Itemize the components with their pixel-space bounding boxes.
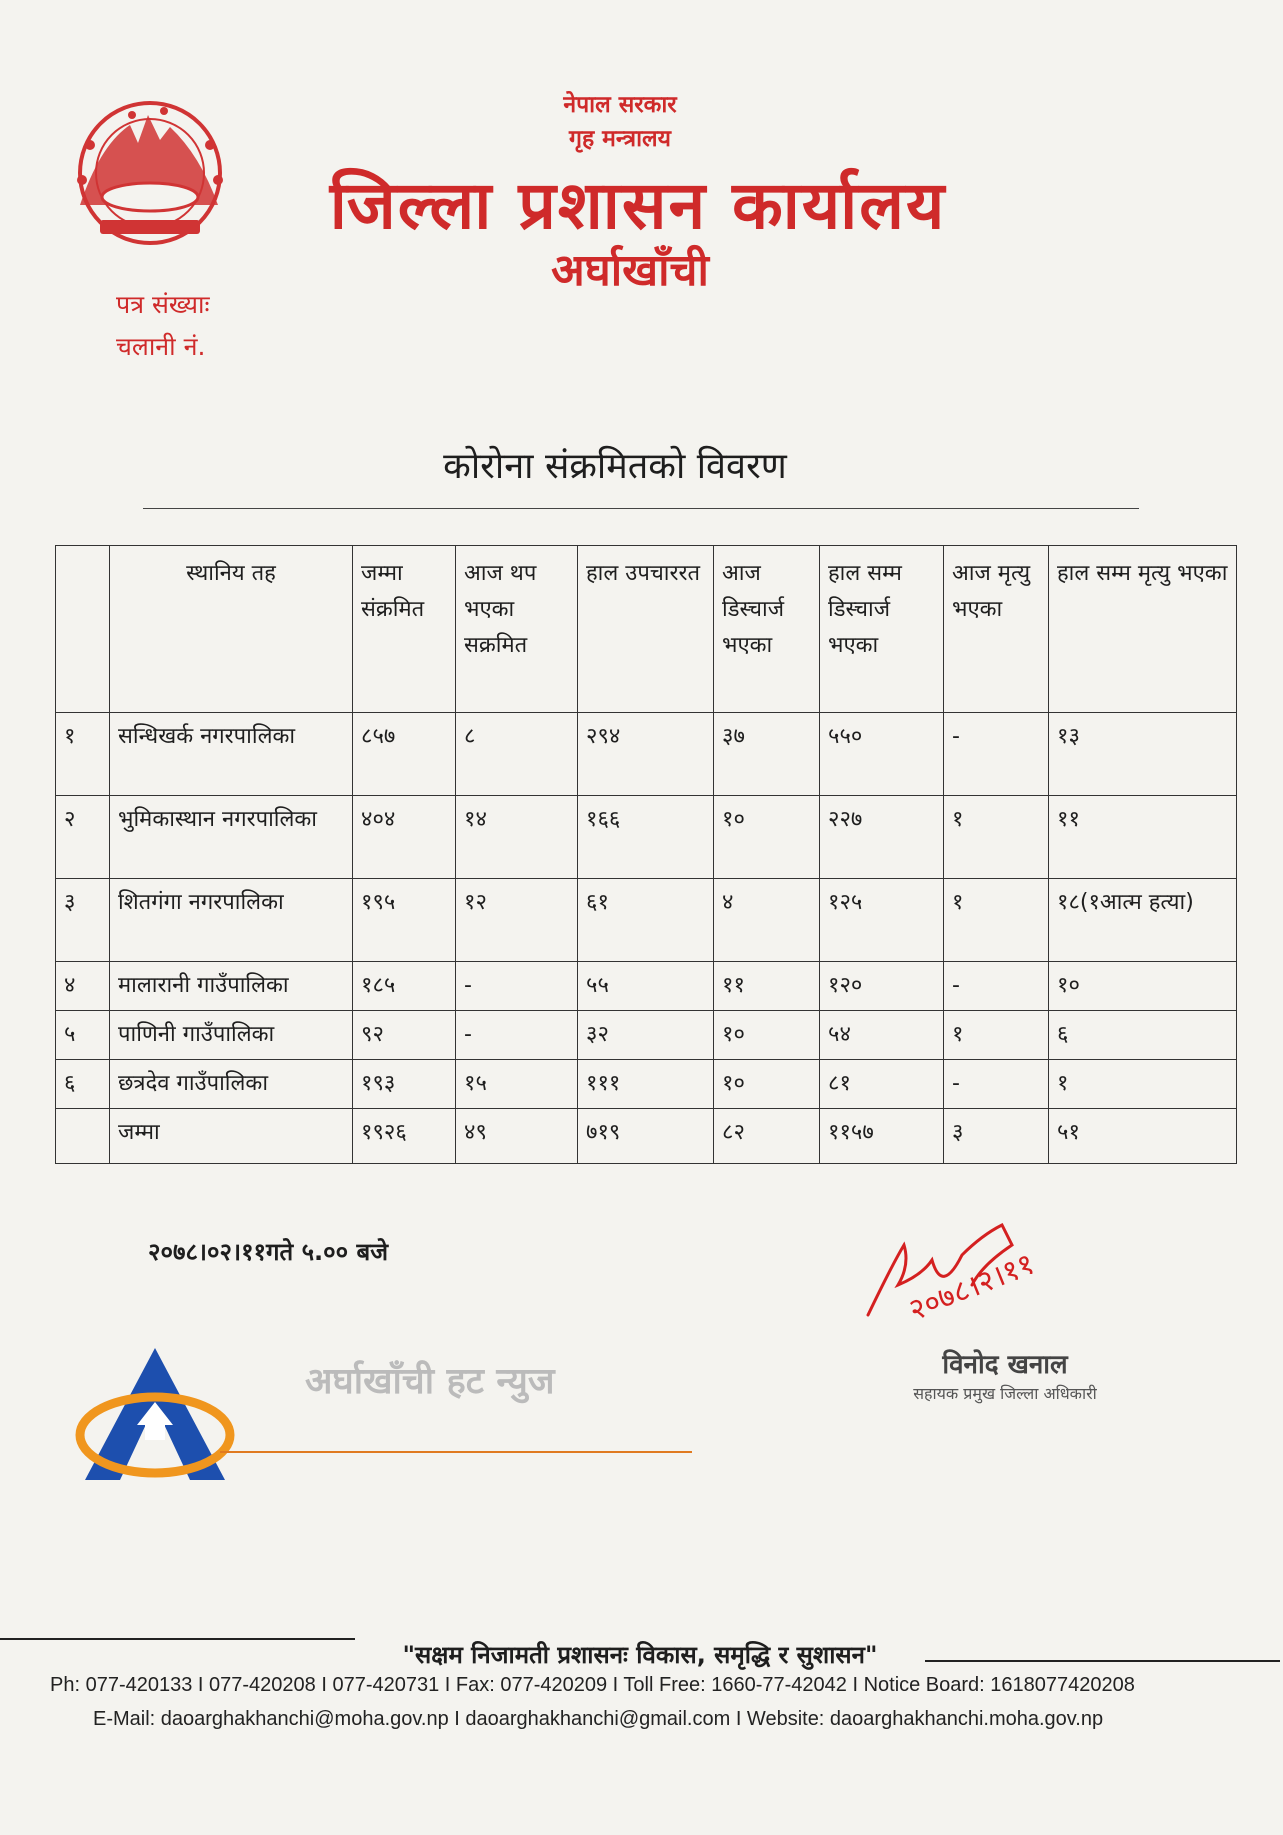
table-cell: -: [456, 1011, 578, 1060]
table-cell: ११५७: [820, 1109, 944, 1164]
table-cell: १४: [456, 796, 578, 879]
report-timestamp: २०७८।०२।११गते ५.०० बजे: [148, 1238, 389, 1266]
table-cell: ३७: [714, 713, 820, 796]
table-cell: ९२: [353, 1011, 456, 1060]
reference-labels: [116, 284, 210, 368]
table-total-row: [56, 1109, 1237, 1164]
news-logo-icon: [75, 1340, 235, 1485]
table-cell: ५५: [578, 962, 714, 1011]
nepal-government-emblem: [60, 85, 240, 255]
table-cell: १६६: [578, 796, 714, 879]
table-cell: ६: [56, 1060, 110, 1109]
table-cell: १३: [1049, 713, 1237, 796]
header-deaths-total: हाल सम्म मृत्यु भएका: [1049, 546, 1237, 713]
table-cell: १०: [714, 796, 820, 879]
table-cell: ७१९: [578, 1109, 714, 1164]
table-cell: १०: [1049, 962, 1237, 1011]
table-cell: ५: [56, 1011, 110, 1060]
title-underline: [143, 508, 1139, 509]
table-cell: -: [456, 962, 578, 1011]
district-name: अर्घाखाँची: [551, 245, 709, 296]
contact-phone-line: Ph: 077-420133 I 077-420208 I 077-420731 I Fax: 077-420209 I Toll Free: 1660-77-42042 I Notice Board: 1618077420208: [50, 1674, 1135, 1696]
table-cell: ५४: [820, 1011, 944, 1060]
dispatch-number-label: चलानी नं.: [116, 332, 206, 361]
table-row: [56, 1060, 1237, 1109]
table-cell: ३: [56, 879, 110, 962]
header-deaths-today: आज मृत्यु भएका: [944, 546, 1049, 713]
table-cell: १: [944, 879, 1049, 962]
table-cell: १: [56, 713, 110, 796]
table-cell: १९३: [353, 1060, 456, 1109]
table-cell: ४०४: [353, 796, 456, 879]
table-cell: ८१: [820, 1060, 944, 1109]
government-name: नेपाल सरकार: [563, 92, 677, 118]
table-cell: १२०: [820, 962, 944, 1011]
table-cell: सन्धिखर्क नगरपालिका: [110, 713, 353, 796]
table-cell: मालारानी गाउँपालिका: [110, 962, 353, 1011]
table-cell: जम्मा: [110, 1109, 353, 1164]
covid-statistics-table: [55, 545, 1237, 1164]
table-row: [56, 1011, 1237, 1060]
table-cell: ६: [1049, 1011, 1237, 1060]
footer-contact: [50, 1668, 1250, 1736]
table-header-row: [56, 546, 1237, 713]
table-cell: [56, 1109, 110, 1164]
table-row: [56, 796, 1237, 879]
table-cell: ३२: [578, 1011, 714, 1060]
table-row: [56, 879, 1237, 962]
table-cell: शितगंगा नगरपालिका: [110, 879, 353, 962]
table-cell: २२७: [820, 796, 944, 879]
table-cell: १८५: [353, 962, 456, 1011]
table-cell: १९५: [353, 879, 456, 962]
letterhead-government-ministry: [520, 88, 720, 156]
contact-email-line: E-Mail: daoarghakhanchi@moha.gov.np I daoarghakhanchi@gmail.com I Website: daoarghakhanchi.moha.gov.np: [93, 1708, 1104, 1730]
table-cell: -: [944, 962, 1049, 1011]
watermark-text: अर्घाखाँची हट न्युज: [305, 1361, 555, 1402]
table-cell: भुमिकास्थान नगरपालिका: [110, 796, 353, 879]
signatory-role: सहायक प्रमुख जिल्ला अधिकारी: [913, 1384, 1097, 1403]
table-cell: १८(१आत्म हत्या): [1049, 879, 1237, 962]
table-cell: १०: [714, 1060, 820, 1109]
signature-date: २०७८।२।११: [903, 1246, 1040, 1329]
table-cell: १: [944, 1011, 1049, 1060]
header-discharged-total: हाल सम्म डिस्चार्ज भएका: [820, 546, 944, 713]
table-cell: १०: [714, 1011, 820, 1060]
header-discharged-today: आज डिस्चार्ज भएका: [714, 546, 820, 713]
table-row: [56, 713, 1237, 796]
header-new-today: आज थप भएका सक्रमित: [456, 546, 578, 713]
header-local-level: स्थानिय तह: [110, 546, 353, 713]
table-cell: ३: [944, 1109, 1049, 1164]
letter-number-label: पत्र संख्याः: [116, 290, 210, 319]
logo-underline: [220, 1451, 692, 1453]
office-name: जिल्ला प्रशासन कार्यालय: [329, 167, 947, 244]
table-cell: ८५७: [353, 713, 456, 796]
signatory-name: विनोद खनाल: [942, 1350, 1068, 1380]
header-total-infected: जम्मा संक्रमित: [353, 546, 456, 713]
table-cell: १२५: [820, 879, 944, 962]
footer-motto: "सक्षम निजामती प्रशासनः विकास, समृद्धि र सुशासन": [402, 1641, 878, 1669]
table-cell: ८२: [714, 1109, 820, 1164]
table-cell: ४: [56, 962, 110, 1011]
header-serial: [56, 546, 110, 713]
table-cell: ८: [456, 713, 578, 796]
table-cell: ११: [714, 962, 820, 1011]
header-under-treatment: हाल उपचाररत: [578, 546, 714, 713]
table-cell: ५५०: [820, 713, 944, 796]
table-cell: १५: [456, 1060, 578, 1109]
footer-rule-right: [925, 1660, 1280, 1662]
footer-rule-left: [0, 1638, 355, 1640]
table-cell: १२: [456, 879, 578, 962]
table-cell: ६१: [578, 879, 714, 962]
ministry-name: गृह मन्त्रालय: [569, 126, 671, 152]
table-cell: ११: [1049, 796, 1237, 879]
table-cell: १११: [578, 1060, 714, 1109]
table-cell: १: [944, 796, 1049, 879]
table-cell: ४: [714, 879, 820, 962]
table-cell: १: [1049, 1060, 1237, 1109]
table-cell: ५१: [1049, 1109, 1237, 1164]
table-cell: -: [944, 1060, 1049, 1109]
table-cell: ४९: [456, 1109, 578, 1164]
table-cell: पाणिनी गाउँपालिका: [110, 1011, 353, 1060]
document-title: कोरोना संक्रमितको विवरण: [443, 446, 787, 487]
table-cell: १९२६: [353, 1109, 456, 1164]
table-cell: २९४: [578, 713, 714, 796]
table-cell: छत्रदेव गाउँपालिका: [110, 1060, 353, 1109]
table-cell: २: [56, 796, 110, 879]
table-cell: -: [944, 713, 1049, 796]
table-row: [56, 962, 1237, 1011]
